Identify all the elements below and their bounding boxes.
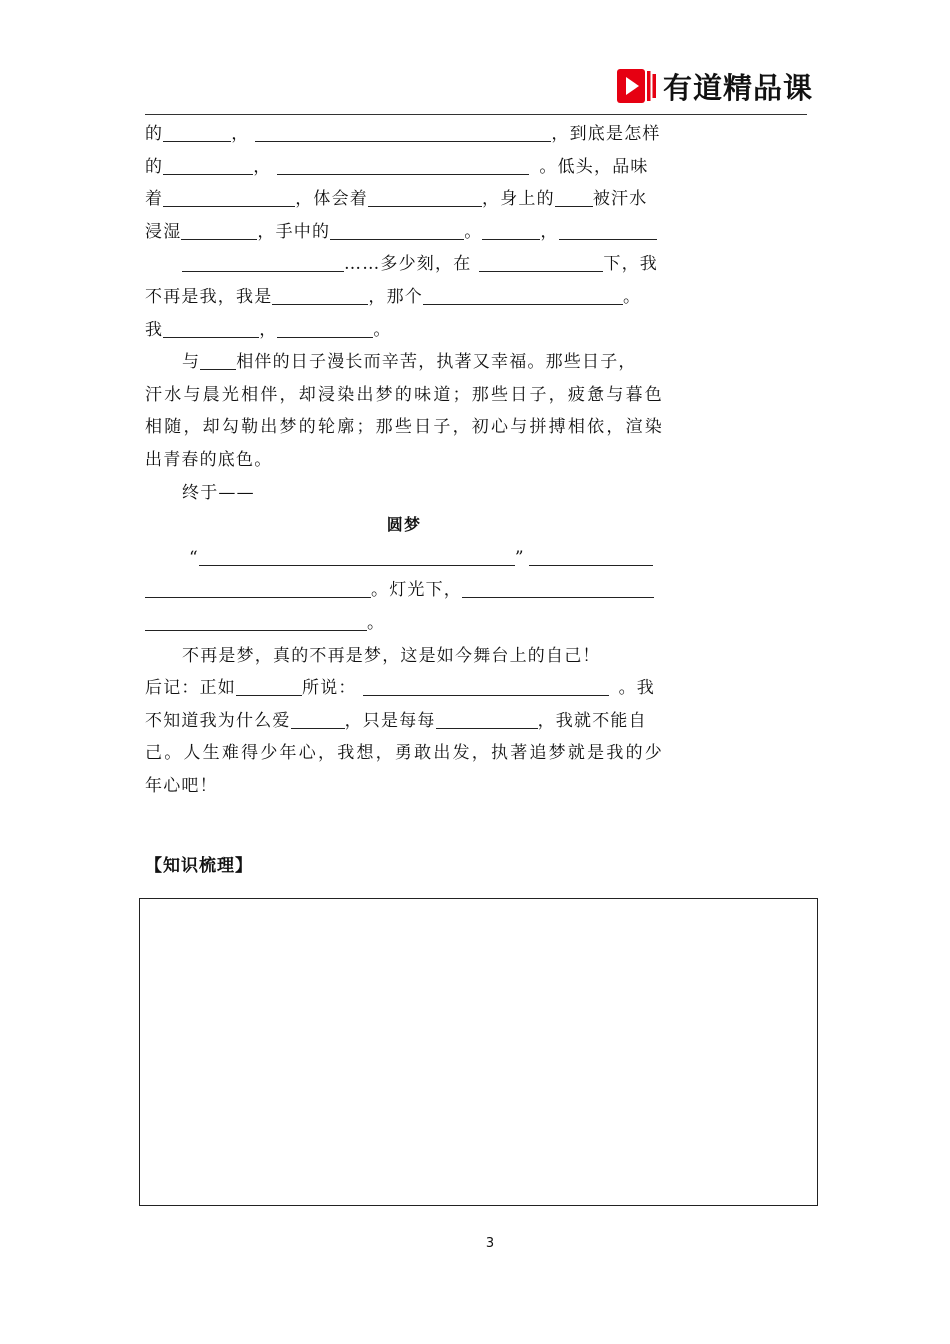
play-icon (617, 69, 657, 103)
postscript-line-1: 后记：正如 所说： 。我 (145, 672, 663, 705)
fill-blank[interactable] (145, 577, 371, 598)
fill-blank[interactable] (368, 186, 482, 207)
fill-blank[interactable] (163, 186, 295, 207)
paragraph-2-line-3: 相随，却勾勒出梦的轮廓；那些日子，初心与拼搏相依，渲染 (145, 417, 663, 438)
dream-line: 不再是梦，真的不再是梦，这是如今舞台上的自己！ (182, 645, 601, 666)
quote-line-2: 。灯光下， (145, 574, 663, 607)
passage-line-4: 浸湿 ，手中的 。 ， (145, 216, 663, 249)
passage-line-7: 我 ， 。 (145, 314, 663, 347)
passage (145, 118, 663, 802)
fill-blank[interactable] (363, 675, 609, 696)
fill-blank[interactable] (423, 284, 623, 305)
fill-blank[interactable] (272, 284, 368, 305)
fill-blank[interactable] (462, 577, 654, 598)
paragraph-2-line-2: 汗水与晨光相伴，却浸染出梦的味道；那些日子，疲惫与暮色 (145, 384, 663, 405)
postscript-line-2: 不知道我为什么爱 ，只是每每 ，我就不能自 (145, 705, 663, 738)
header-divider (145, 114, 807, 115)
quote-line-3: 。 (145, 607, 663, 640)
fill-blank[interactable] (182, 251, 344, 272)
subtitle: 圆梦 (386, 515, 422, 535)
fill-blank[interactable] (482, 219, 540, 240)
fill-blank[interactable] (436, 708, 538, 729)
logo-text: 有道精品课 (663, 70, 814, 105)
fill-blank[interactable] (181, 219, 257, 240)
passage-line-6: 不再是我，我是 ，那个 。 (145, 281, 663, 314)
finally-line: 终于—— (182, 482, 255, 503)
postscript-line-3: 己。人生难得少年心，我想，勇敢出发，执著追梦就是我的少 (145, 743, 663, 764)
paragraph-2-line-1: 与 相伴的日子漫长而辛苦，执著又幸福。那些日子， (145, 346, 663, 379)
passage-line-1: 的 ， ，到底是怎样 (145, 118, 663, 151)
fill-blank[interactable] (529, 545, 653, 566)
fill-blank[interactable] (559, 219, 657, 240)
fill-blank[interactable] (255, 121, 551, 142)
fill-blank[interactable] (236, 675, 302, 696)
section-heading: 【知识梳理】 (145, 856, 253, 876)
page-number: 3 (485, 1236, 495, 1251)
brand-logo (617, 66, 813, 106)
passage-line-2: 的 ， 。低头，品味 (145, 151, 663, 184)
postscript-line-4: 年心吧！ (145, 775, 218, 796)
paragraph-2-line-4: 出青春的底色。 (145, 449, 273, 470)
fill-blank[interactable] (555, 186, 593, 207)
fill-blank[interactable] (330, 219, 464, 240)
fill-blank[interactable] (479, 251, 603, 272)
fill-blank[interactable] (163, 317, 259, 338)
fill-blank[interactable] (199, 545, 515, 566)
passage-line-5: ……多少刻，在 下，我 (145, 248, 663, 281)
passage-line-3: 着 ，体会着 ，身上的 被汗水 (145, 183, 663, 216)
fill-blank[interactable] (163, 121, 231, 142)
fill-blank[interactable] (163, 154, 253, 175)
fill-blank[interactable] (277, 154, 529, 175)
fill-blank[interactable] (291, 708, 345, 729)
quote-line-1: “ ” (145, 542, 663, 575)
fill-blank[interactable] (200, 349, 236, 370)
fill-blank[interactable] (277, 317, 373, 338)
fill-blank[interactable] (145, 610, 367, 631)
knowledge-box[interactable] (139, 898, 818, 1206)
